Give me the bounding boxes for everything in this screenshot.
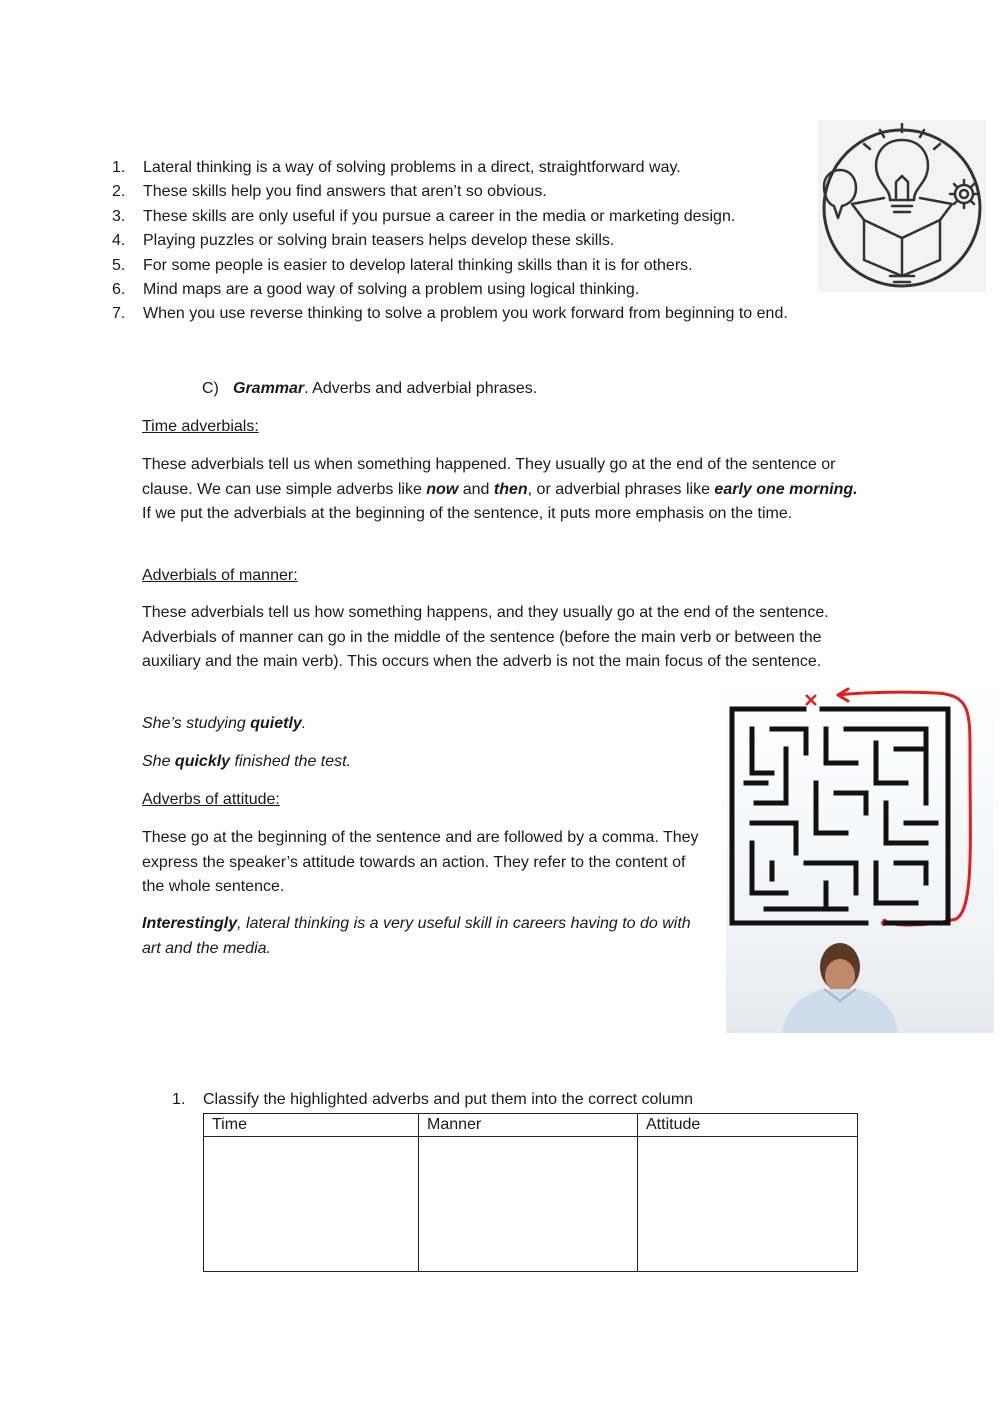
list-item: 7. When you use reverse thinking to solve a problem you work forward from beginning to end.	[112, 305, 788, 323]
time-heading: Time adverbials:	[142, 418, 259, 435]
list-item: 3. These skills are only useful if you pursue a career in the media or marketing design.	[112, 207, 736, 225]
answer-cell-manner[interactable]	[419, 1137, 638, 1272]
maze-with-man-illustration	[726, 683, 994, 1033]
answer-cell-time[interactable]	[204, 1137, 419, 1272]
manner-example-1: She’s studying quietly.	[142, 715, 307, 732]
section-title: Grammar	[233, 380, 305, 397]
attitude-paragraph: These go at the beginning of the sentence and are followed by a comma. They express the speaker’s attitude towards an action. They refer to the content of the whole sentence.	[142, 829, 699, 895]
attitude-heading: Adverbs of attitude:	[142, 791, 280, 808]
statement-list	[112, 156, 852, 327]
task-instruction: 1. Classify the highlighted adverbs and put them into the correct column	[172, 1091, 694, 1108]
list-item: 6. Mind maps are a good way of solving a problem using logical thinking.	[112, 280, 640, 298]
answer-cell-attitude[interactable]	[638, 1137, 858, 1272]
manner-example-2: She quickly finished the test.	[142, 753, 352, 770]
column-header-manner: Manner	[419, 1114, 638, 1137]
manner-paragraph: These adverbials tell us how something happens, and they usually go at the end of the sentence. Adverbials of manner can go in the middle of the sentence (before the main verb or between the auxiliary and the main verb). This occurs when the adverb is not the main focus of the sentence.	[142, 604, 829, 670]
classification-table	[203, 1113, 858, 1272]
column-header-attitude: Attitude	[638, 1114, 858, 1137]
time-paragraph: These adverbials tell us when something happened. They usually go at the end of the sentence or clause. We can use simple adverbs like now and then, or adverbial phrases like early one morning. If we put the adverbials at the beginning of the sentence, it puts more emphasis on the time.	[142, 456, 858, 522]
list-item: 1. Lateral thinking is a way of solving problems in a direct, straightforward way.	[112, 159, 681, 176]
section-heading: C) Grammar. Adverbs and adverbial phrases.	[202, 380, 538, 397]
attitude-example: Interestingly, lateral thinking is a very useful skill in careers having to do with art and the media.	[142, 915, 691, 957]
list-item: 5. For some people is easier to develop lateral thinking skills than it is for others.	[112, 256, 693, 274]
list-item: 2. These skills help you find answers that aren’t so obvious.	[112, 183, 547, 201]
list-item: 4. Playing puzzles or solving brain teasers helps develop these skills.	[112, 232, 615, 250]
column-header-time: Time	[204, 1114, 419, 1137]
manner-heading: Adverbials of manner:	[142, 567, 298, 584]
